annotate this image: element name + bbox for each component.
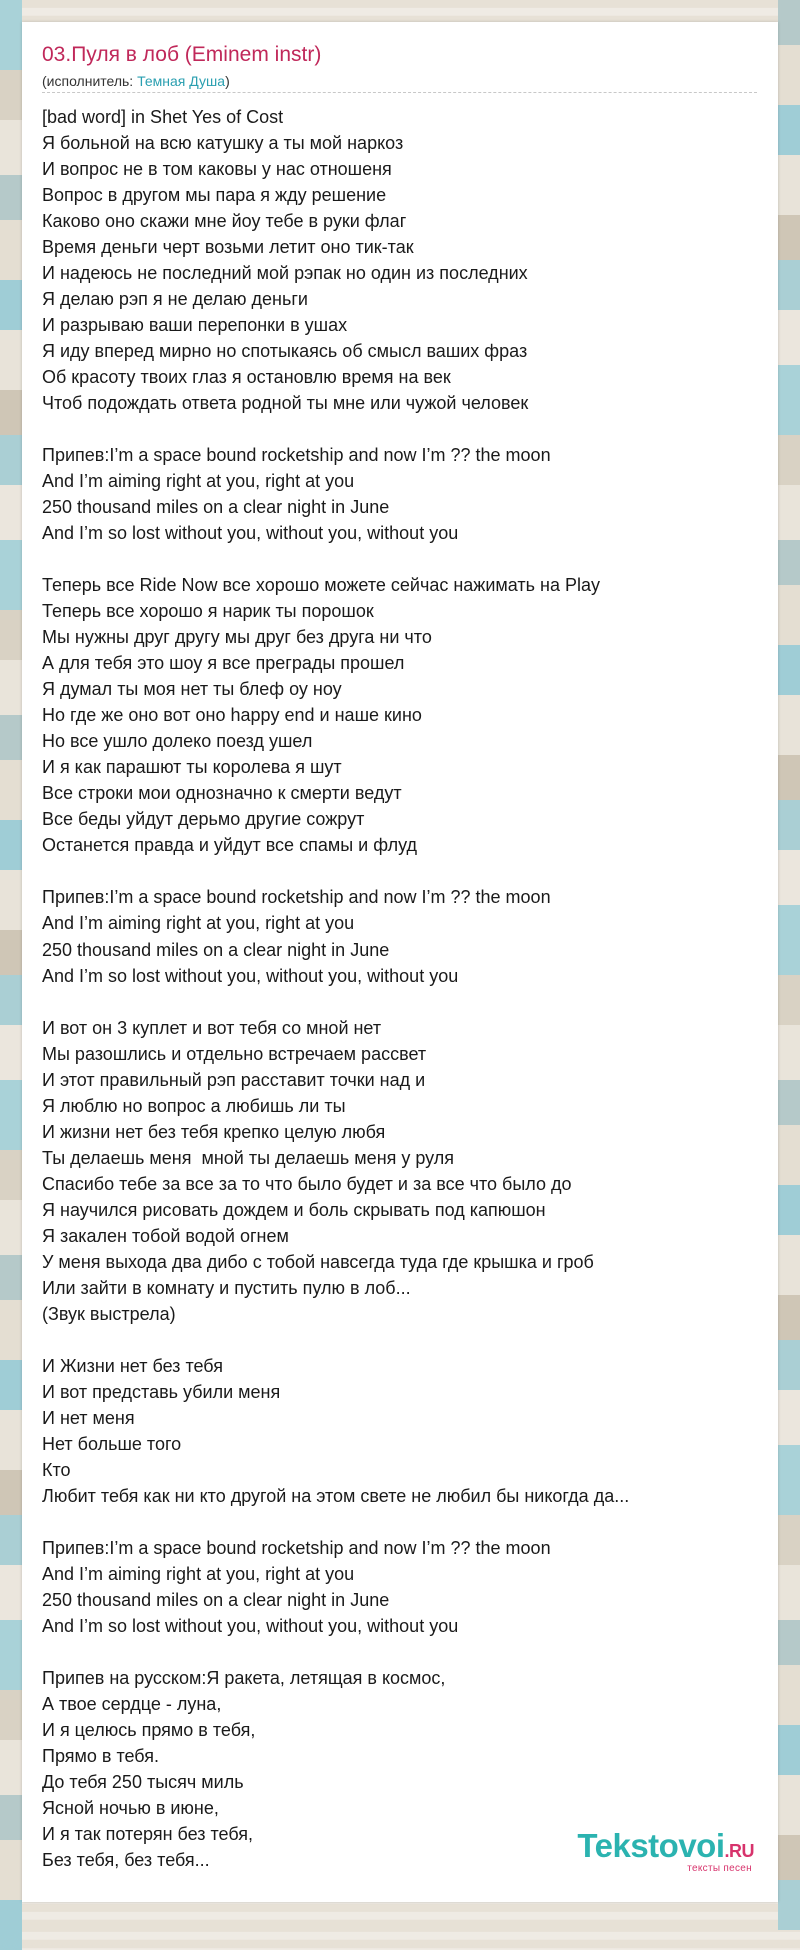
edge-band	[778, 1515, 800, 1565]
lyric-line: 250 thousand miles on a clear night in June	[42, 497, 390, 518]
lyric-line: Я больной на всю катушку а ты мой наркоз	[42, 133, 404, 154]
edge-band	[778, 905, 800, 975]
blank-line	[42, 1509, 762, 1535]
blank-line	[42, 1327, 762, 1353]
edge-band	[0, 485, 22, 540]
edge-band	[778, 1565, 800, 1620]
edge-band	[778, 1295, 800, 1340]
edge-band	[778, 800, 800, 850]
lyric-line: Кто	[42, 1459, 71, 1480]
right-edge-bands	[778, 0, 800, 1924]
lyric-line: And I’m aiming right at you, right at you	[42, 1563, 355, 1584]
edge-band	[778, 1725, 800, 1775]
lyric-line: Прямо в тебя.	[42, 1745, 159, 1766]
lyric-line: Спасибо тебе за все за то что было будет и за все что было до	[42, 1173, 572, 1194]
lyric-line: Я делаю рэп я не делаю деньги	[42, 289, 308, 310]
lyric-line: Время деньги черт возьми летит оно тик-так	[42, 237, 414, 258]
lyric-line: Ясной ночью в июне,	[42, 1798, 219, 1819]
edge-band	[778, 850, 800, 905]
lyric-line: Я иду вперед мирно но спотыкаясь об смысл ваших фраз	[42, 341, 528, 362]
lyrics-card	[22, 22, 778, 1902]
edge-band	[0, 1360, 22, 1410]
artist-suffix: )	[225, 73, 230, 89]
lyric-line: Или зайти в комнату и пустить пулю в лоб...	[42, 1277, 411, 1298]
edge-band	[778, 1025, 800, 1080]
lyric-line: Припев:I’m a space bound rocketship and now I’m ?? the moon	[42, 1537, 551, 1558]
edge-band	[778, 0, 800, 45]
edge-band	[0, 435, 22, 485]
lyric-line: Но где же оно вот оно happy end и наше кино	[42, 705, 422, 726]
lyric-line: Любит тебя как ни кто другой на этом свете не любил бы никогда да...	[42, 1485, 630, 1506]
lyric-line: Все строки мои однозначно к смерти ведут	[42, 783, 402, 804]
edge-band	[0, 820, 22, 870]
lyric-line: А для тебя это шоу я все преграды прошел	[42, 653, 405, 674]
edge-band	[0, 70, 22, 120]
lyric-line: Я закален тобой водой огнем	[42, 1225, 289, 1246]
edge-band	[0, 330, 22, 390]
edge-band	[0, 660, 22, 715]
lyric-line: Мы нужны друг другу мы друг без друга ни что	[42, 627, 432, 648]
edge-band	[778, 975, 800, 1025]
edge-band	[0, 540, 22, 610]
edge-band	[0, 1470, 22, 1515]
edge-band	[778, 540, 800, 585]
edge-band	[778, 695, 800, 755]
lyric-line: И надеюсь не последний мой рэпак но один из последних	[42, 263, 528, 284]
lyric-line: And I’m aiming right at you, right at you	[42, 913, 355, 934]
edge-band	[0, 1840, 22, 1900]
lyric-line: Чтоб подождать ответа родной ты мне или чужой человек	[42, 393, 529, 414]
lyric-line: Каково оно скажи мне йоу тебе в руки флаг	[42, 211, 407, 232]
logo-name: Tekstovoi	[577, 1827, 725, 1864]
lyric-line: И вопрос не в том каковы у нас отношеня	[42, 159, 392, 180]
lyric-line: And I’m aiming right at you, right at you	[42, 471, 355, 492]
artist-line	[42, 73, 230, 89]
edge-band	[778, 585, 800, 645]
edge-band	[0, 1150, 22, 1200]
edge-band	[778, 1775, 800, 1835]
lyric-line: У меня выхода два дибо с тобой навсегда туда где крышка и гроб	[42, 1251, 594, 1272]
edge-band	[778, 1390, 800, 1445]
edge-band	[778, 1185, 800, 1235]
edge-band	[0, 1410, 22, 1470]
edge-band	[778, 260, 800, 310]
edge-band	[0, 1690, 22, 1740]
logo-tld: .RU	[724, 1841, 754, 1861]
lyric-line: Ты делаешь меня мной ты делаешь меня у руля	[42, 1147, 455, 1168]
lyrics-text	[42, 104, 762, 1873]
edge-band	[778, 215, 800, 260]
edge-band	[0, 930, 22, 975]
lyric-line: И вот он 3 куплет и вот тебя со мной нет	[42, 1017, 382, 1038]
edge-band	[0, 610, 22, 660]
edge-band	[778, 105, 800, 155]
edge-band	[0, 1025, 22, 1080]
edge-band	[778, 155, 800, 215]
lyric-line: And I’m so lost without you, without you, without you	[42, 965, 459, 986]
blank-line	[42, 1639, 762, 1665]
lyric-line: И Жизни нет без тебя	[42, 1355, 223, 1376]
edge-band	[0, 1620, 22, 1690]
lyric-line: Я научился рисовать дождем и боль скрывать под капюшон	[42, 1199, 546, 1220]
edge-band	[778, 1620, 800, 1665]
lyric-line: (Звук выстрела)	[42, 1303, 176, 1324]
lyric-line: И вот представь убили меня	[42, 1381, 281, 1402]
blank-line	[42, 989, 762, 1015]
lyric-line: 250 thousand miles on a clear night in June	[42, 1589, 390, 1610]
edge-band	[0, 1515, 22, 1565]
lyric-line: Я думал ты моя нет ты блеф оу ноу	[42, 679, 342, 700]
blank-line	[42, 546, 762, 572]
lyric-line: А твое сердце - луна,	[42, 1693, 222, 1714]
edge-band	[778, 1235, 800, 1295]
lyric-line: И жизни нет без тебя крепко целую любя	[42, 1121, 386, 1142]
edge-band	[778, 485, 800, 540]
edge-band	[0, 715, 22, 760]
lyric-line: 250 thousand miles on a clear night in June	[42, 939, 390, 960]
lyric-line: И я целюсь прямо в тебя,	[42, 1719, 256, 1740]
edge-band	[0, 280, 22, 330]
edge-band	[778, 1080, 800, 1125]
lyric-line: До тебя 250 тысяч миль	[42, 1772, 244, 1792]
blank-line	[42, 858, 762, 884]
edge-band	[0, 175, 22, 220]
title-divider	[42, 92, 757, 93]
lyric-line: И разрываю ваши перепонки в ушах	[42, 315, 348, 336]
lyric-line: Останется правда и уйдут все спамы и флуд	[42, 835, 418, 856]
edge-band	[778, 755, 800, 800]
artist-link[interactable]: Темная Душа	[137, 73, 226, 89]
edge-band	[778, 1445, 800, 1515]
lyric-line: Без тебя, без тебя...	[42, 1850, 210, 1871]
lyric-line: Теперь все Ride Now все хорошо можете сейчас нажимать на Play	[42, 575, 600, 596]
lyric-line: Все беды уйдут дерьмо другие сожрут	[42, 809, 365, 830]
edge-band	[0, 220, 22, 280]
edge-band	[0, 0, 22, 70]
logo-wordmark	[577, 1829, 754, 1862]
edge-band	[0, 975, 22, 1025]
edge-band	[0, 1200, 22, 1255]
artist-prefix: (исполнитель:	[42, 73, 138, 89]
lyric-line: И нет меня	[42, 1407, 135, 1428]
edge-band	[0, 1300, 22, 1360]
edge-band	[778, 365, 800, 435]
lyric-line: И этот правильный рэп расставит точки над и	[42, 1069, 426, 1090]
edge-band	[0, 1795, 22, 1840]
edge-band	[0, 1080, 22, 1150]
lyric-line: Вопрос в другом мы пара я жду решение	[42, 185, 387, 206]
lyric-line: Припев:I’m a space bound rocketship and now I’m ?? the moon	[42, 445, 551, 466]
lyric-line: And I’m so lost without you, without you, without you	[42, 523, 459, 544]
edge-band	[0, 390, 22, 435]
edge-band	[0, 1565, 22, 1620]
edge-band	[0, 1900, 22, 1950]
edge-band	[778, 1835, 800, 1880]
left-edge-bands	[0, 0, 22, 1924]
lyric-line: Мы разошлись и отдельно встречаем рассвет	[42, 1043, 427, 1064]
lyric-line: [bad word] in Shet Yes of Cost	[42, 107, 284, 127]
edge-band	[778, 1340, 800, 1390]
lyric-line: Я люблю но вопрос а любишь ли ты	[42, 1095, 346, 1116]
lyric-line: And I’m so lost without you, without you, without you	[42, 1615, 459, 1636]
edge-band	[778, 310, 800, 365]
site-logo[interactable]	[577, 1829, 754, 1874]
lyric-line: И я так потерян без тебя,	[42, 1824, 254, 1845]
edge-band	[778, 645, 800, 695]
edge-band	[778, 45, 800, 105]
edge-band	[778, 1880, 800, 1930]
lyric-line: Припев на русском:Я ракета, летящая в космос,	[42, 1667, 446, 1688]
edge-band	[0, 1740, 22, 1795]
logo-tagline: тексты песен	[687, 1863, 752, 1874]
blank-line	[42, 416, 762, 442]
lyric-line: Но все ушло долеко поезд ушел	[42, 731, 313, 752]
lyric-line: Теперь все хорошо я нарик ты порошок	[42, 601, 374, 622]
edge-band	[778, 435, 800, 485]
edge-band	[0, 760, 22, 820]
lyric-line: Нет больше того	[42, 1433, 182, 1454]
edge-band	[0, 870, 22, 930]
lyric-line: Припев:I’m a space bound rocketship and now I’m ?? the moon	[42, 887, 551, 908]
edge-band	[778, 1125, 800, 1185]
edge-band	[0, 1255, 22, 1300]
lyric-line: Об красоту твоих глаз я остановлю время на век	[42, 367, 451, 388]
edge-band	[0, 120, 22, 175]
lyric-line: И я как парашют ты королева я шут	[42, 757, 342, 778]
song-title: 03.Пуля в лоб (Eminem instr)	[42, 43, 322, 66]
edge-band	[778, 1665, 800, 1725]
